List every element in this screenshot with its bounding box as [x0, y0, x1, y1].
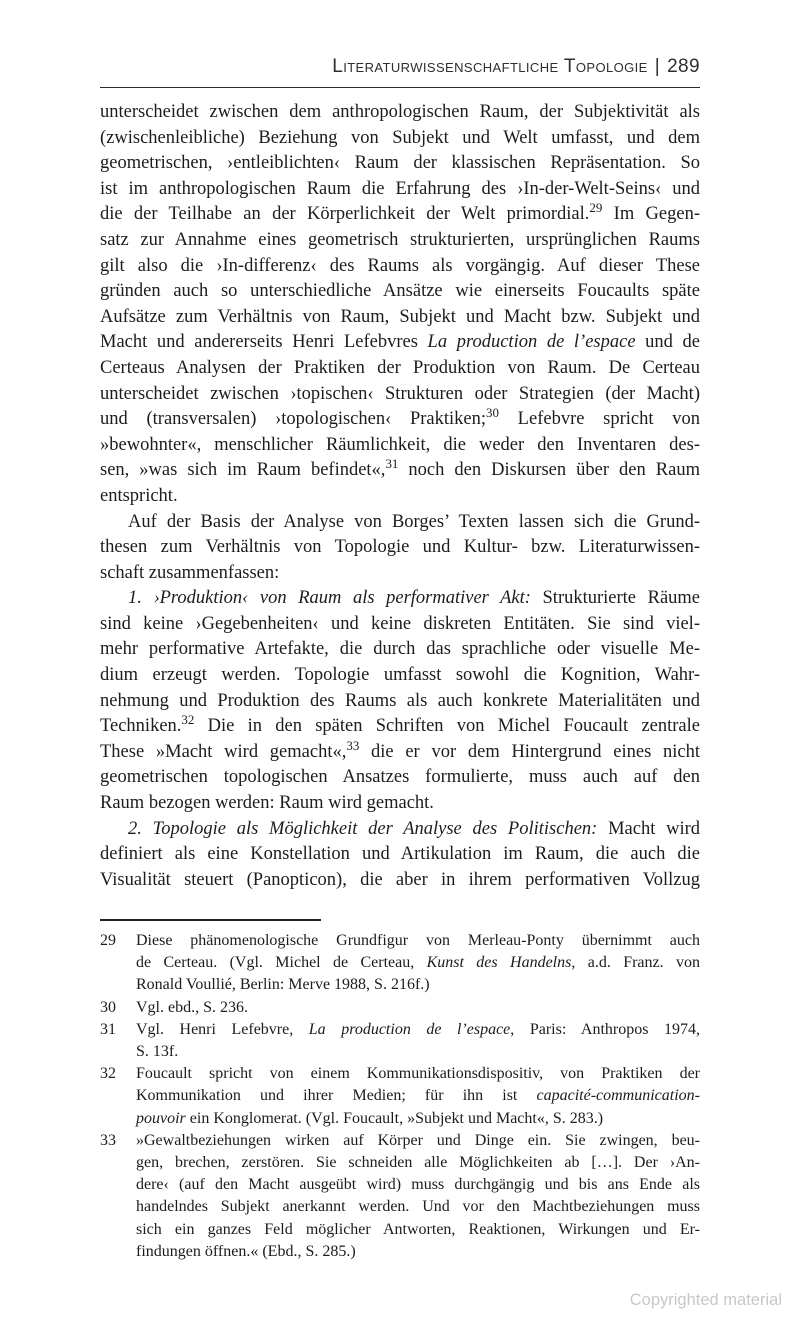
body-line — [100, 279, 700, 305]
body-line — [100, 151, 700, 177]
footnote-ref: 29 — [589, 200, 603, 216]
body-line — [100, 868, 700, 894]
footnote-line — [136, 1219, 700, 1241]
body-line — [100, 689, 700, 715]
body-line — [100, 714, 700, 740]
text-segment: dere‹ (auf den Macht ausgeübt wird) muss durchgängig und bis ans Ende als — [136, 1176, 700, 1194]
text-segment: noch den Diskursen über den Raum — [398, 460, 700, 481]
text-segment: schaft zusammenfassen: — [100, 562, 280, 583]
text-segment: Vgl. ebd., S. 236. — [136, 998, 248, 1016]
footnote-number: 29 — [100, 932, 116, 949]
text-segment: definiert als eine Konstellation und Artikulation im Raum, die auch die — [100, 844, 700, 865]
footnote-text — [136, 1063, 700, 1130]
body-line — [100, 458, 700, 484]
body-line — [100, 330, 700, 356]
footnote-line — [136, 930, 700, 952]
text-segment: »bewohnter«, menschlicher Räumlichkeit, die weder den Inventaren des- — [100, 434, 700, 455]
footnote-line — [136, 1108, 700, 1130]
italic-text: La production de l’espace — [427, 332, 636, 353]
footnote-text — [136, 1019, 700, 1063]
text-segment: Auf der Basis der Analyse von Borges’ Texten lassen sich die Grund- — [128, 511, 700, 532]
paragraph — [100, 817, 700, 894]
footnotes — [100, 930, 700, 1263]
footnote-separator — [100, 919, 321, 921]
copyright-watermark: Copyrighted material — [629, 1291, 782, 1309]
body-line — [100, 791, 700, 817]
footnote-ref: 30 — [486, 404, 499, 420]
footnote-line — [136, 974, 700, 996]
body-line — [100, 737, 700, 766]
footnote-ref: 32 — [181, 712, 195, 728]
italic-text: 1. ›Produktion‹ von Raum als performativer Akt: — [128, 588, 531, 609]
paragraph — [100, 510, 700, 587]
page-number: 289 — [667, 56, 700, 77]
italic-text: 2. Topologie als Möglichkeit der Analyse des Politischen: — [128, 818, 598, 839]
footnote-item — [100, 930, 700, 997]
text-segment: Strukturierte Räume — [530, 588, 701, 609]
text-segment: Die in den späten Schriften von Michel Foucault zentrale — [194, 716, 700, 737]
text-segment: de Certeau. (Vgl. Michel de Certeau, — [136, 954, 427, 972]
text-segment: Visualität steuert (Panopticon), die aber in ihrem performativen Vollzug — [100, 869, 700, 890]
text-segment: Macht und andererseits Henri Lefebvres — [100, 332, 428, 353]
text-segment: Vgl. Henri Lefebvre, — [136, 1020, 309, 1038]
text-segment: (zwischenleibliche) Beziehung von Subjekt und Welt umfasst, und dem — [100, 127, 700, 148]
body-line — [100, 305, 700, 331]
text-segment: entspricht. — [100, 485, 178, 506]
footnote-line — [136, 997, 700, 1019]
text-segment: findungen öffnen.« (Ebd., S. 285.) — [136, 1242, 356, 1260]
body-line — [100, 356, 700, 382]
text-segment: Aufsätze zum Verhältnis von Raum, Subjekt und Macht bzw. Subjekt und — [100, 306, 700, 327]
text-segment: Lefebvre spricht von — [498, 409, 700, 430]
footnote-line — [136, 1152, 700, 1174]
text-segment: gilt also die ›In-differenz‹ des Raums als vorgängig. Auf dieser These — [100, 255, 700, 276]
text-segment: Diese phänomenologische Grundfigur von Merleau-Ponty übernimmt auch — [136, 932, 700, 949]
italic-text: La production de l’espace — [308, 1020, 511, 1038]
italic-text: Kunst des Handelns — [426, 954, 572, 972]
footnote-line — [136, 1130, 700, 1152]
text-segment: These »Macht wird gemacht«, — [100, 741, 347, 762]
text-segment: Raum bezogen werden: Raum wird gemacht. — [100, 793, 434, 814]
footnote-line — [136, 1174, 700, 1196]
footnote-line — [136, 1041, 700, 1063]
body-line — [100, 126, 700, 152]
text-segment: Techniken. — [100, 716, 182, 737]
text-segment: dium erzeugt werden. Topologie umfasst sowohl die Kognition, Wahr- — [100, 665, 700, 686]
text-segment: S. 13f. — [136, 1043, 179, 1061]
text-segment: thesen zum Verhältnis von Topologie und Kultur- bzw. Literaturwissen- — [100, 537, 700, 558]
body-text — [100, 100, 700, 893]
text-segment: ein Konglomerat. (Vgl. Foucault, »Subjekt und Macht«, S. 283.) — [185, 1109, 604, 1127]
body-line — [100, 177, 700, 203]
text-segment: geometrischen, ›entleiblichten‹ Raum der klassischen Repräsentation. So — [100, 153, 700, 174]
text-segment: , a.d. Franz. von — [571, 954, 700, 972]
body-line — [100, 612, 700, 638]
body-line — [100, 254, 700, 280]
text-segment: Ronald Voullié, Berlin: Merve 1988, S. 216f.) — [136, 976, 430, 994]
body-line — [100, 100, 700, 126]
paragraph — [100, 586, 700, 816]
body-line — [100, 202, 700, 228]
body-line — [100, 842, 700, 868]
footnote-item — [100, 1019, 700, 1063]
footnote-item — [100, 1063, 700, 1130]
text-segment: mehr performative Artefakte, die durch das sprachliche oder visuelle Me- — [100, 639, 700, 660]
footnote-ref: 33 — [346, 737, 360, 753]
body-line — [100, 228, 700, 254]
italic-text: pouvoir — [136, 1109, 186, 1127]
text-segment: »Gewaltbeziehungen wirken auf Körper und Dinge ein. Sie zwingen, beu- — [136, 1131, 700, 1149]
text-segment: handelndes Subjekt anerkannt werden. Und vor den Machtbeziehungen muss — [136, 1198, 700, 1216]
body-line — [100, 433, 700, 459]
footnote-number: 32 — [100, 1065, 116, 1083]
footnote-number: 33 — [100, 1131, 116, 1149]
text-segment: gen, brechen, zerstören. Sie schneiden alle Möglichkeiten ab […]. Der ›An- — [136, 1154, 700, 1172]
footnote-line — [136, 1063, 700, 1085]
text-segment: und (transversalen) ›topologischen‹ Praktiken; — [100, 409, 487, 430]
body-line — [100, 663, 700, 689]
text-segment: unterscheidet zwischen dem anthropologischen Raum, der Subjektivität als — [100, 102, 700, 122]
text-segment: unterscheidet zwischen ›topischen‹ Strukturen oder Strategien (der Macht) — [100, 383, 700, 404]
text-segment: geometrischen topologischen Ansatzes formulierte, muss auch auf den — [100, 767, 700, 788]
body-line — [100, 765, 700, 791]
text-segment: sind keine ›Gegebenheiten‹ und keine diskreten Entitäten. Sie sind viel- — [100, 613, 700, 634]
body-line — [100, 404, 700, 433]
body-line — [100, 561, 700, 587]
text-segment: nehmung und Produktion des Raums als auch konkrete Materialitäten und — [100, 690, 700, 711]
footnote-line — [136, 1085, 700, 1107]
text-segment: Certeaus Analysen der Praktiken der Produktion von Raum. De Certeau — [100, 357, 700, 378]
footnote-text — [136, 997, 700, 1019]
footnote-item — [100, 997, 700, 1019]
footnote-number: 31 — [100, 1020, 116, 1038]
text-segment: die er vor dem Hintergrund eines nicht — [359, 741, 700, 762]
footnote-line — [136, 952, 700, 974]
footnote-text — [136, 930, 700, 997]
header-separator: | — [654, 56, 661, 77]
text-segment: Im Gegen- — [602, 204, 700, 225]
body-line — [100, 382, 700, 408]
text-segment: sich ein ganzes Feld möglicher Antworten, Reaktionen, Wirkungen und Er- — [136, 1220, 700, 1238]
footnote-ref: 31 — [385, 456, 399, 472]
text-segment: Foucault spricht von einem Kommunikationsdispositiv, von Praktiken der — [136, 1065, 700, 1083]
italic-text: capacité-communication- — [536, 1087, 700, 1105]
body-line — [100, 535, 700, 561]
text-segment: satz zur Annahme eines geometrisch strukturierten, ursprünglichen Raums — [100, 229, 700, 250]
paragraph — [100, 100, 700, 510]
body-line — [100, 817, 700, 843]
footnote-line — [136, 1241, 700, 1263]
running-head: Literaturwissenschaftliche Topologie — [332, 56, 648, 77]
body-line — [100, 510, 700, 536]
text-segment: Kommunikation und ihrer Medien; für ihn ist — [136, 1087, 537, 1105]
footnote-text — [136, 1130, 700, 1263]
page-header — [100, 56, 700, 78]
footnote-number: 30 — [100, 998, 116, 1016]
text-segment: , Paris: Anthropos 1974, — [510, 1020, 701, 1038]
text-segment: und de — [635, 332, 700, 353]
header-rule — [100, 87, 700, 88]
footnote-item — [100, 1130, 700, 1263]
text-segment: die der Teilhabe an der Körperlichkeit der Welt primordial. — [100, 204, 590, 225]
body-line — [100, 586, 700, 612]
footnote-line — [136, 1196, 700, 1218]
text-segment: gründen auch so unterschiedliche Ansätze wie einerseits Foucaults späte — [100, 281, 700, 302]
text-segment: sen, »was sich im Raum befindet«, — [100, 460, 386, 481]
footnote-line — [136, 1019, 700, 1041]
text-segment: ist im anthropologischen Raum die Erfahrung des ›In-der-Welt-Seins‹ und — [100, 178, 700, 199]
body-line — [100, 637, 700, 663]
body-line — [100, 484, 700, 510]
text-segment: Macht wird — [597, 818, 700, 839]
